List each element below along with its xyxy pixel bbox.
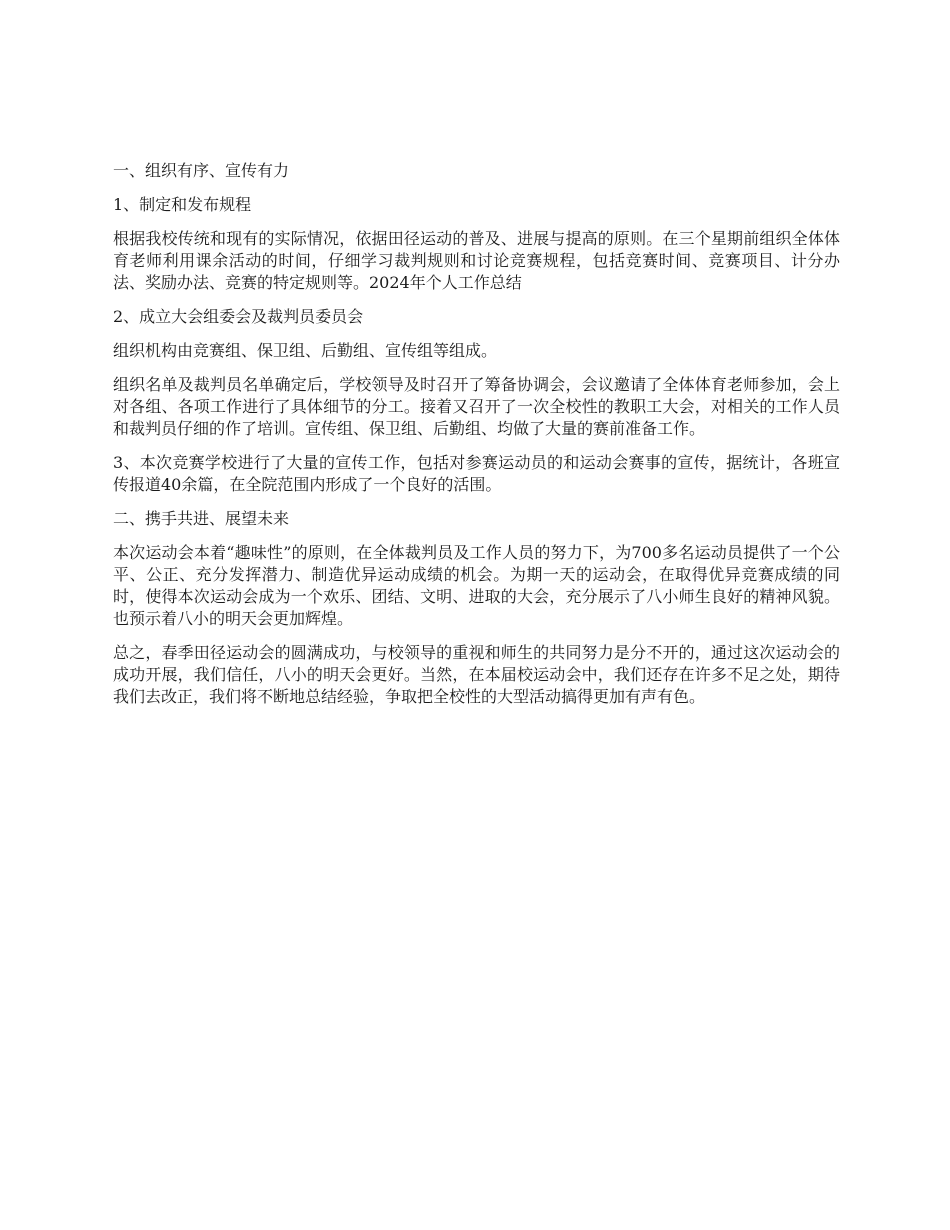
subheading-committee: 2、成立大会组委会及裁判员委员会 — [113, 307, 364, 326]
paragraph-conclusion: 总之，春季田径运动会的圆满成功，与校领导的重视和师生的共同努力是分不开的，通过这次运动会的成功开展，我们信任，八小的明天会更好。当然，在本届校运动会中，我们还存在许多不足之处，期待我们去改正，我们将不断地总结经验，争取把全校性的大型活动搞得更加有声有色。 — [113, 643, 840, 706]
paragraph-principle: 本次运动会本着“趣味性”的原则，在全体裁判员及工作人员的努力下，为700多名运动员提供了一个公平、公正、充分发挥潜力、制造优异运动成绩的机会。为期一天的运动会，在取得优异竞赛成绩的同时，使得本次运动会成为一个欢乐、团结、文明、进取的大会，充分展示了八小师生良好的精神风貌。也预示着八小的明天会更加辉煌。 — [113, 543, 840, 628]
subheading-rules: 1、制定和发布规程 — [113, 195, 252, 214]
document-body — [113, 160, 840, 720]
paragraph-rules: 根据我校传统和现有的实际情况，依据田径运动的普及、进展与提高的原则。在三个星期前组织全体体育老师利用课余活动的时间，仔细学习裁判规则和讨论竞赛规程，包括竞赛时间、竞赛项目、计分办法、奖励办法、竞赛的特定规则等。2024年个人工作总结 — [113, 229, 840, 292]
paragraph-meeting: 组织名单及裁判员名单确定后，学校领导及时召开了筹备协调会，会议邀请了全体体育老师参加，会上对各组、各项工作进行了具体细节的分工。接着又召开了一次全校性的教职工大会，对相关的工作人员和裁判员仔细的作了培训。宣传组、保卫组、后勤组、均做了大量的赛前准备工作。 — [113, 375, 840, 438]
section-heading-2: 二、携手共进、展望未来 — [113, 509, 290, 528]
paragraph-organization: 组织机构由竞赛组、保卫组、后勤组、宣传组等组成。 — [113, 341, 498, 360]
section-heading-1: 一、组织有序、宣传有力 — [113, 161, 290, 180]
paragraph-publicity: 3、本次竞赛学校进行了大量的宣传工作，包括对参赛运动员的和运动会赛事的宣传，据统计，各班宣传报道40余篇，在全院范围内形成了一个良好的活围。 — [113, 453, 840, 494]
